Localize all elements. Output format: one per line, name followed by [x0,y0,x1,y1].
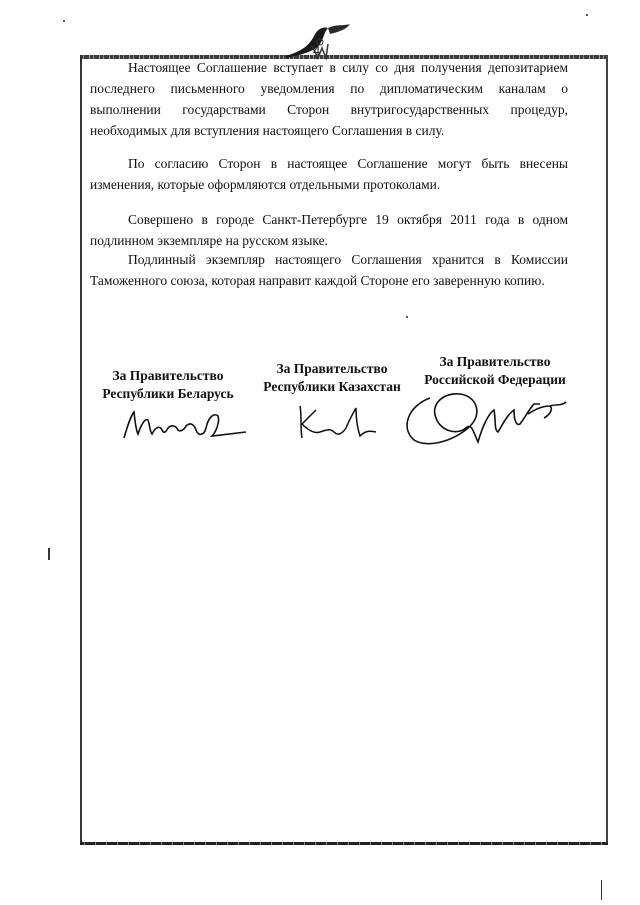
scan-speck [586,14,588,16]
signature-belarus [120,404,250,444]
signatory-line1: За Правительство [439,354,551,369]
signatory-line2: Республики Казахстан [263,379,401,394]
signatory-kazakhstan [252,360,412,396]
page-number: 4 [313,43,321,58]
signatory-line1: За Правительство [276,361,388,376]
frame-right-border [606,55,608,845]
signatory-russia [415,353,575,389]
signatory-line2: Российской Федерации [424,372,566,387]
scan-edge-mark [48,548,50,560]
paragraph-text: По согласию Сторон в настоящее Соглашение могут быть внесены изменения, которые оформляются отдельными протоколами. [90,156,568,192]
scan-edge-mark [601,880,602,900]
paragraph-text: Настоящее Соглашение вступает в силу со дня получения депозитарием последнего письменного уведомления по дипломатическим каналам о выполнении государствами Сторон внутригосударственных процедур, необходимых для вступления настоящего Соглашения в силу. [90,60,568,138]
frame-bottom-border [80,842,608,845]
paragraph-done-at [90,209,568,251]
paragraph-entry-into-force [90,57,568,141]
signatory-belarus [88,367,248,403]
signature-kazakhstan [290,400,380,444]
frame-left-border [80,55,82,845]
paragraph-text: Подлинный экземпляр настоящего Соглашения хранится в Комиссии Таможенного союза, которая направит каждой Стороне его заверенную копию. [90,252,568,288]
signature-russia [400,388,568,452]
paragraph-text: Совершено в городе Санкт-Петербурге 19 октября 2011 года в одном подлинном экземпляре на русском языке. [90,212,568,248]
signatory-line1: За Правительство [112,368,224,383]
paragraph-amendments [90,153,568,195]
scan-speck [63,20,65,22]
signatory-line2: Республики Беларусь [102,386,234,401]
paragraph-original-copy [90,249,568,291]
